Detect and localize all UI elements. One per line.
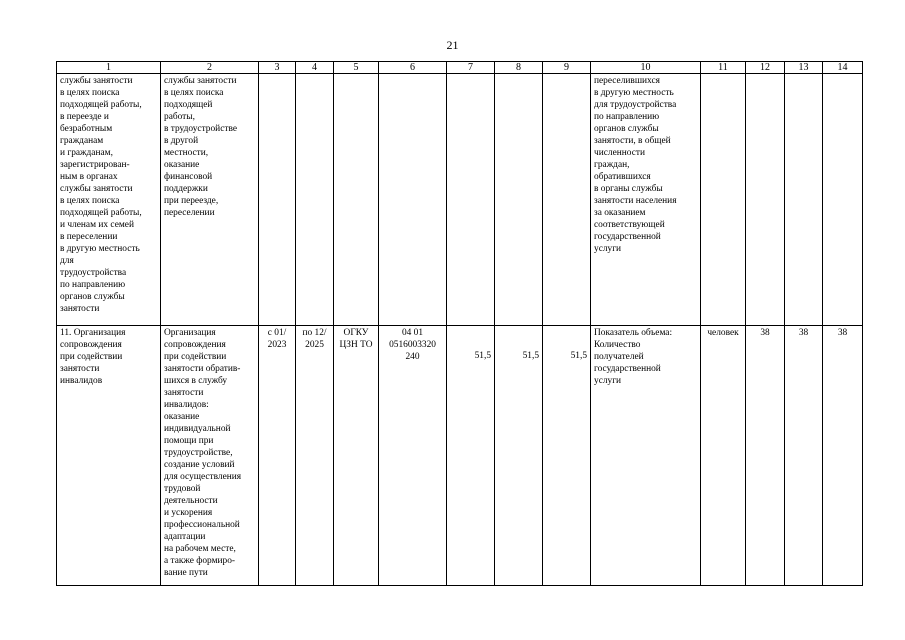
executor-cell xyxy=(334,74,379,326)
cell-line: в переселении xyxy=(60,232,118,242)
cell-line: и членам их семей xyxy=(60,220,134,230)
cell-line: с 01/ xyxy=(267,328,287,338)
cell-line: граждан, xyxy=(594,160,630,170)
cell-line: численности xyxy=(594,148,645,158)
event-name-cell xyxy=(57,326,161,586)
cell-line: в переезде и xyxy=(60,112,109,122)
cell-line: услуги xyxy=(594,376,622,386)
cell-line: государственной xyxy=(594,364,661,374)
budget-code-cell xyxy=(379,74,447,326)
end-date-cell xyxy=(296,326,334,586)
cell-line: Организация xyxy=(164,328,216,338)
header-cell: 7 xyxy=(447,62,495,74)
header-cell: 13 xyxy=(785,62,823,74)
cell-line: 11. Организация xyxy=(60,328,126,338)
cell-line: 0516003320 xyxy=(389,340,436,350)
cell-line: инвалидов: xyxy=(164,400,209,410)
target-cell: 38 xyxy=(746,326,785,586)
event-name-cell xyxy=(57,74,161,326)
header-cell: 9 xyxy=(543,62,591,74)
header-cell: 10 xyxy=(591,62,701,74)
cell-line: адаптации xyxy=(164,532,206,542)
cell-line: помощи при xyxy=(164,436,214,446)
cell-line: занятости xyxy=(164,388,204,398)
table-row xyxy=(57,326,863,586)
header-cell: 8 xyxy=(495,62,543,74)
cell-line: подходящей работы, xyxy=(60,208,142,218)
header-cell: 2 xyxy=(161,62,259,74)
cell-line: на рабочем месте, xyxy=(164,544,236,554)
cell-line: услуги xyxy=(594,244,622,254)
start-date-cell xyxy=(259,74,296,326)
cell-line: зарегистрирован- xyxy=(60,160,130,170)
cell-line: при содействии xyxy=(60,352,123,362)
value-cell xyxy=(447,74,495,326)
cell-line: обратившихся xyxy=(594,172,651,182)
cell-line: переселившихся xyxy=(594,76,660,86)
cell-line: безработным xyxy=(60,124,113,134)
unit-cell: человек xyxy=(701,326,746,586)
description-cell xyxy=(161,74,259,326)
cell-line: и ускорения xyxy=(164,508,213,518)
cell-line: работы, xyxy=(164,112,195,122)
cell-line: службы занятости xyxy=(60,184,133,194)
target-cell: 38 xyxy=(785,326,823,586)
cell-line: в другую местность xyxy=(594,88,674,98)
indicator-cell xyxy=(591,326,701,586)
cell-line: трудоустройстве, xyxy=(164,448,233,458)
target-cell xyxy=(785,74,823,326)
cell-line: профессиональной xyxy=(164,520,240,530)
header-cell: 4 xyxy=(296,62,334,74)
cell-line: и гражданам, xyxy=(60,148,113,158)
budget-code-cell xyxy=(379,326,447,586)
cell-line: в целях поиска xyxy=(164,88,224,98)
target-cell xyxy=(823,74,863,326)
cell-line: государственной xyxy=(594,232,661,242)
cell-line: сопровождения xyxy=(164,340,226,350)
cell-line: финансовой xyxy=(164,172,213,182)
target-cell xyxy=(746,74,785,326)
cell-line: шихся в службу xyxy=(164,376,228,386)
cell-line: оказание xyxy=(164,160,200,170)
cell-line: поддержки xyxy=(164,184,208,194)
cell-line: занятости обратив- xyxy=(164,364,241,374)
cell-line: занятости xyxy=(60,304,100,314)
header-cell: 1 xyxy=(57,62,161,74)
cell-line: а также формиро- xyxy=(164,556,236,566)
end-date-cell xyxy=(296,74,334,326)
start-date-cell xyxy=(259,326,296,586)
cell-line: оказание xyxy=(164,412,200,422)
cell-line: службы занятости xyxy=(60,76,133,86)
cell-line: в другой xyxy=(164,136,199,146)
cell-line: сопровождения xyxy=(60,340,122,350)
cell-line: 2025 xyxy=(305,340,324,350)
cell-line: по 12/ xyxy=(302,328,327,338)
header-cell: 3 xyxy=(259,62,296,74)
cell-line: для xyxy=(60,256,74,266)
cell-line: Показатель объема: xyxy=(594,328,673,338)
cell-line: ОГКУ xyxy=(343,328,369,338)
cell-line: местности, xyxy=(164,148,209,158)
cell-line: занятости населения xyxy=(594,196,677,206)
value-cell: 51,5 xyxy=(543,326,591,586)
cell-line: получателей xyxy=(594,352,644,362)
cell-line: органов службы xyxy=(594,124,659,134)
indicator-cell xyxy=(591,74,701,326)
cell-line: занятости, в общей xyxy=(594,136,671,146)
cell-line: трудоустройства xyxy=(60,268,127,278)
cell-line: трудовой xyxy=(164,484,201,494)
header-row xyxy=(57,62,863,74)
header-cell: 12 xyxy=(746,62,785,74)
page-number: 21 xyxy=(446,38,459,52)
cell-line: соответствующей xyxy=(594,220,665,230)
cell-line: для трудоустройства xyxy=(594,100,677,110)
cell-line: для осуществления xyxy=(164,472,242,482)
cell-line: органов службы xyxy=(60,292,125,302)
cell-line: 240 xyxy=(405,352,420,362)
cell-line: в целях поиска xyxy=(60,88,120,98)
cell-line: за оказанием xyxy=(594,208,646,218)
cell-line: индивидуальной xyxy=(164,424,231,434)
cell-line: службы занятости xyxy=(164,76,237,86)
header-cell: 11 xyxy=(701,62,746,74)
value-cell xyxy=(495,74,543,326)
cell-line: Количество xyxy=(594,340,641,350)
cell-line: вание пути xyxy=(164,568,208,578)
cell-line: при содействии xyxy=(164,352,227,362)
header-cell: 5 xyxy=(334,62,379,74)
cell-line: деятельности xyxy=(164,496,218,506)
cell-line: в целях поиска xyxy=(60,196,120,206)
cell-line: в трудоустройстве xyxy=(164,124,237,134)
executor-cell xyxy=(334,326,379,586)
cell-line: инвалидов xyxy=(60,376,103,386)
cell-line: ЦЗН ТО xyxy=(339,340,373,350)
cell-line: подходящей xyxy=(164,100,213,110)
table-row xyxy=(57,74,863,326)
cell-line: 2023 xyxy=(267,340,287,350)
header-cell: 6 xyxy=(379,62,447,74)
target-cell: 38 xyxy=(823,326,863,586)
cell-line: в другую местность xyxy=(60,244,140,254)
cell-line: 04 01 xyxy=(401,328,424,338)
cell-line: переселении xyxy=(164,208,215,218)
value-cell: 51,5 xyxy=(447,326,495,586)
cell-line: в органы службы xyxy=(594,184,663,194)
cell-line: ным в органах xyxy=(60,172,118,182)
cell-line: создание условий xyxy=(164,460,235,470)
cell-line: подходящей работы, xyxy=(60,100,142,110)
cell-line: по направлению xyxy=(594,112,660,122)
unit-cell xyxy=(701,74,746,326)
cell-line: при переезде, xyxy=(164,196,219,206)
cell-line: по направлению xyxy=(60,280,126,290)
header-cell: 14 xyxy=(823,62,863,74)
description-cell xyxy=(161,326,259,586)
program-table xyxy=(56,61,863,586)
cell-line: занятости xyxy=(60,364,100,374)
value-cell: 51,5 xyxy=(495,326,543,586)
cell-line: гражданам xyxy=(60,136,104,146)
value-cell xyxy=(543,74,591,326)
